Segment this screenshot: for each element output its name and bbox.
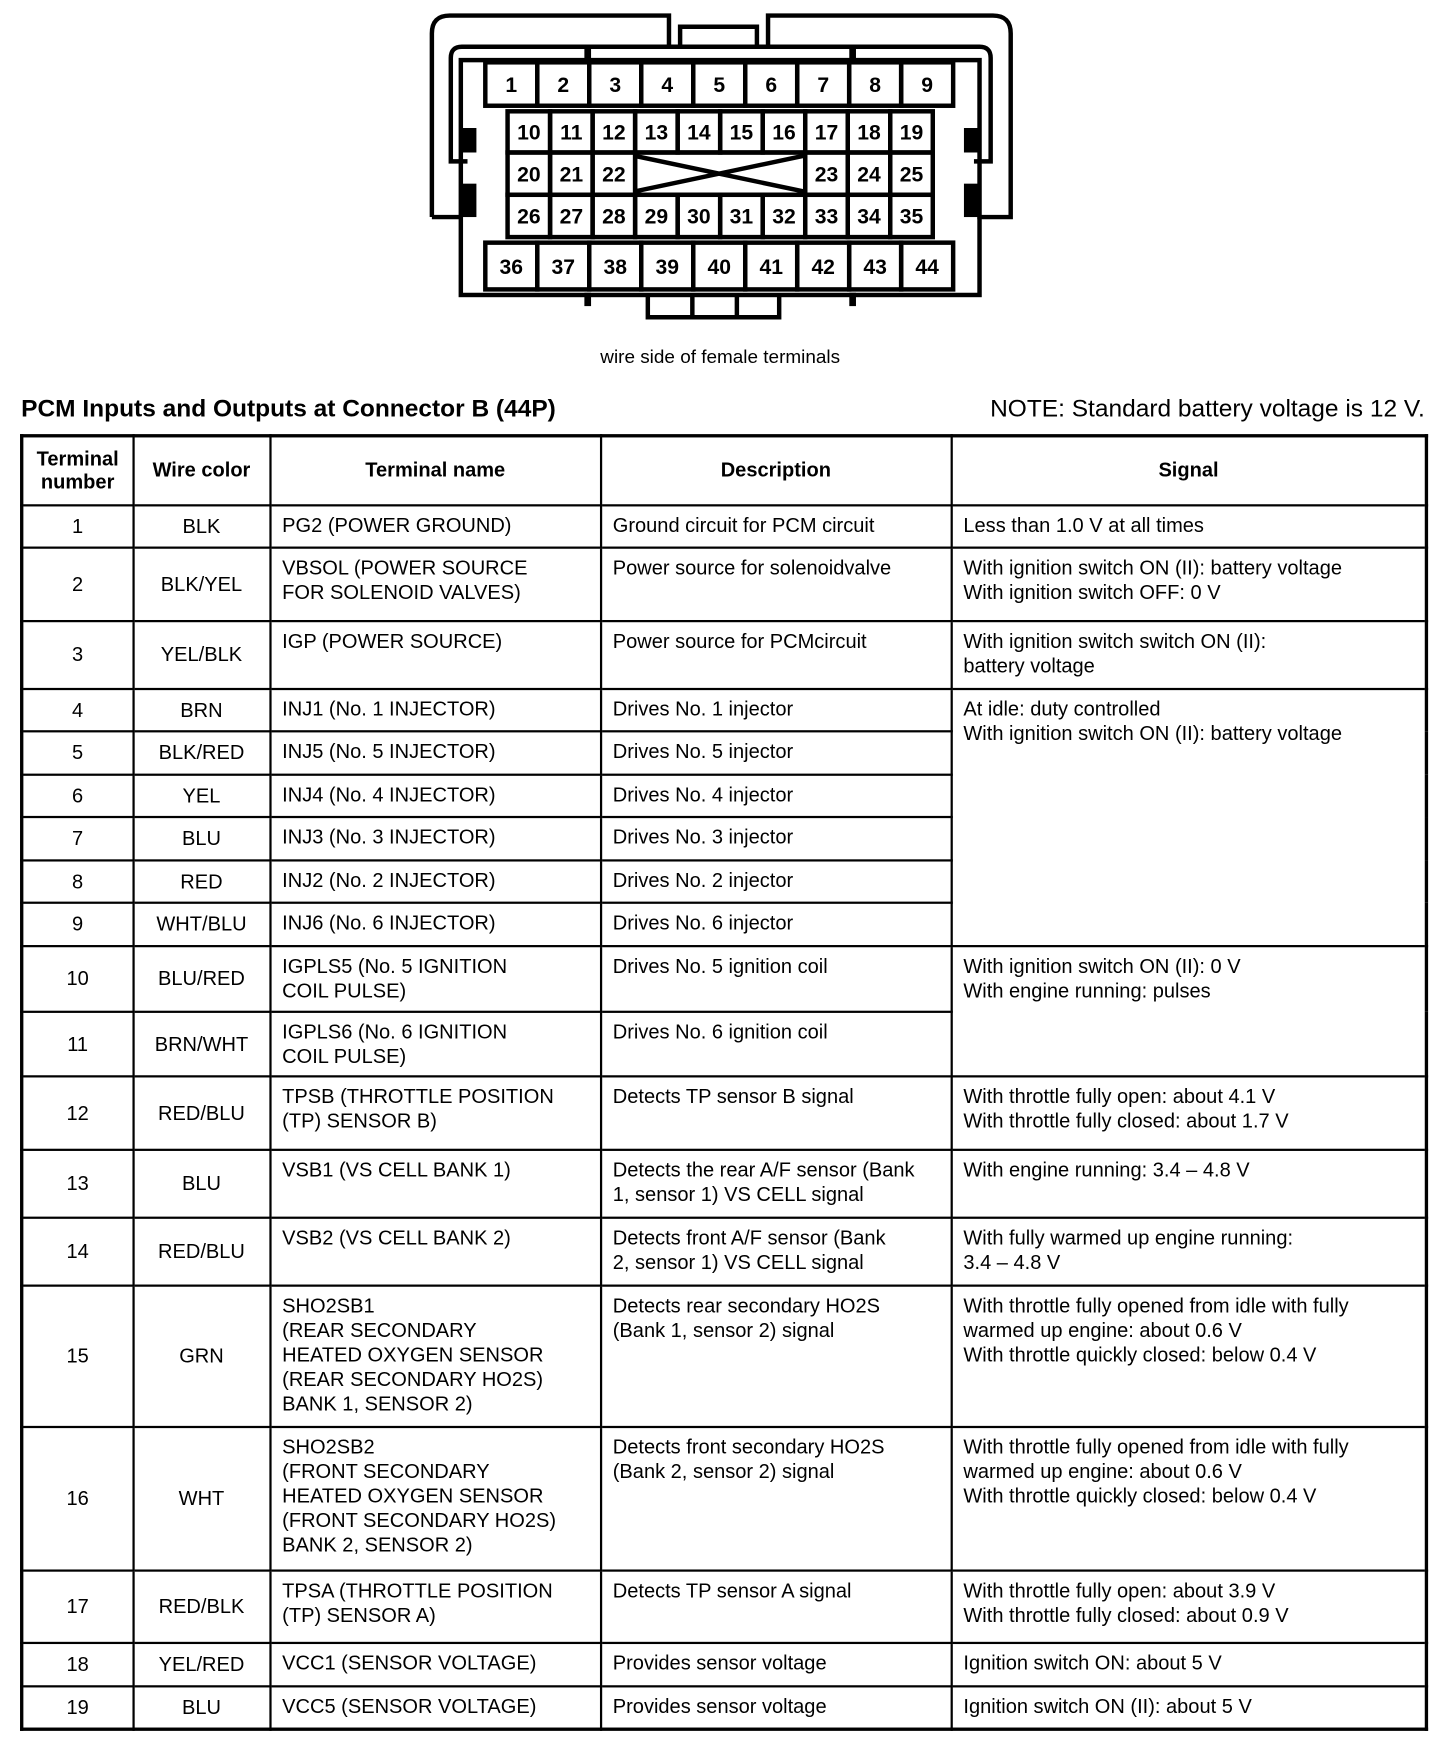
terminal-number-label: 5 — [713, 73, 726, 97]
terminal-number: 11 — [22, 1011, 133, 1076]
description: Drives No. 6 ignition coil — [601, 1011, 952, 1076]
description: Drives No. 5 ignition coil — [601, 946, 952, 1012]
connector-diagram — [0, 0, 1456, 334]
signal: With throttle fully opened from idle with fully warmed up engine: about 0.6 V With throttle quickly closed: below 0.4 V — [951, 1426, 1426, 1570]
terminal-number-label: 21 — [559, 163, 584, 187]
terminal-number: 5 — [22, 731, 133, 774]
signal: At idle: duty controlled With ignition switch ON (II): battery voltage — [951, 688, 1426, 945]
signal: With throttle fully open: about 4.1 V With throttle fully closed: about 1.7 V — [951, 1076, 1426, 1149]
wire-color: BLK/RED — [133, 731, 270, 774]
description: Drives No. 6 injector — [601, 903, 952, 946]
terminal-number-label: 22 — [602, 163, 626, 187]
description: Detects front secondary HO2S (Bank 2, sensor 2) signal — [601, 1426, 952, 1570]
description: Detects the rear A/F sensor (Bank 1, sensor 1) VS CELL signal — [601, 1149, 952, 1217]
page-title: PCM Inputs and Outputs at Connector B (44P) — [21, 394, 556, 422]
description: Drives No. 3 injector — [601, 817, 952, 860]
signal: With engine running: 3.4 – 4.8 V — [951, 1149, 1426, 1217]
terminal-name: TPSB (THROTTLE POSITION (TP) SENSOR B) — [270, 1076, 601, 1149]
terminal-number-label: 33 — [814, 205, 839, 229]
header-terminal-name: Terminal name — [270, 436, 601, 505]
wire-color: WHT/BLU — [133, 903, 270, 946]
terminal-number-label: 14 — [687, 121, 711, 145]
terminal-number-label: 18 — [857, 121, 881, 145]
terminal-number: 17 — [22, 1570, 133, 1642]
header-terminal-number: Terminal number — [22, 436, 133, 505]
terminal-number-label: 6 — [765, 73, 778, 97]
terminal-number-label: 39 — [655, 255, 679, 279]
connector-caption: wire side of female terminals — [600, 346, 841, 368]
description: Detects TP sensor B signal — [601, 1076, 952, 1149]
terminal-number-label: 32 — [772, 205, 796, 229]
terminal-number-label: 17 — [814, 121, 839, 145]
terminal-number-label: 11 — [560, 121, 583, 145]
terminal-name: VCC5 (SENSOR VOLTAGE) — [270, 1686, 601, 1729]
terminal-number-label: 19 — [899, 121, 924, 145]
header-signal: Signal — [951, 436, 1426, 505]
description: Drives No. 2 injector — [601, 860, 952, 903]
signal: With throttle fully opened from idle with fully warmed up engine: about 0.6 V With throttle quickly closed: below 0.4 V — [951, 1285, 1426, 1426]
terminal-name: SHO2SB1 (REAR SECONDARY HEATED OXYGEN SENSOR (REAR SECONDARY HO2S) BANK 1, SENSOR 2) — [270, 1285, 601, 1426]
terminal-name: VBSOL (POWER SOURCE FOR SOLENOID VALVES) — [270, 547, 601, 620]
terminal-number-label: 31 — [729, 205, 754, 229]
wire-color: YEL — [133, 774, 270, 817]
terminal-number: 9 — [22, 903, 133, 946]
table-row — [22, 688, 1427, 731]
terminal-number-label: 12 — [602, 121, 626, 145]
terminal-number: 1 — [22, 505, 133, 547]
wire-color: BRN — [133, 688, 270, 731]
description: Drives No. 4 injector — [601, 774, 952, 817]
terminal-number-label: 29 — [644, 205, 669, 229]
terminal-name: IGPLS5 (No. 5 IGNITION COIL PULSE) — [270, 946, 601, 1012]
table-row — [22, 547, 1427, 620]
terminal-name: INJ3 (No. 3 INJECTOR) — [270, 817, 601, 860]
terminal-number-label: 41 — [759, 255, 783, 279]
wire-color: RED/BLU — [133, 1076, 270, 1149]
wire-color: BLU — [133, 817, 270, 860]
terminal-number: 13 — [22, 1149, 133, 1217]
terminal-name: INJ6 (No. 6 INJECTOR) — [270, 903, 601, 946]
wire-color: WHT — [133, 1426, 270, 1570]
terminal-name: VSB2 (VS CELL BANK 2) — [270, 1217, 601, 1285]
terminal-number: 19 — [22, 1686, 133, 1729]
table-row — [22, 1570, 1427, 1642]
terminal-number-label: 38 — [603, 255, 628, 279]
signal: Ignition switch ON: about 5 V — [951, 1642, 1426, 1685]
wire-color: GRN — [133, 1285, 270, 1426]
terminal-name: INJ4 (No. 4 INJECTOR) — [270, 774, 601, 817]
terminal-number-label: 16 — [772, 121, 796, 145]
terminal-name: IGP (POWER SOURCE) — [270, 621, 601, 689]
terminal-number: 8 — [22, 860, 133, 903]
description: Detects front A/F sensor (Bank 2, sensor 1) VS CELL signal — [601, 1217, 952, 1285]
terminal-name: PG2 (POWER GROUND) — [270, 505, 601, 547]
terminal-number: 7 — [22, 817, 133, 860]
header-description: Description — [601, 436, 952, 505]
terminal-number: 6 — [22, 774, 133, 817]
terminal-number-label: 9 — [921, 73, 934, 97]
terminal-number-label: 1 — [505, 73, 518, 97]
terminal-number-label: 8 — [869, 73, 882, 97]
table-row — [22, 1076, 1427, 1149]
terminal-number: 14 — [22, 1217, 133, 1285]
terminal-number-label: 10 — [517, 121, 541, 145]
wire-color: RED/BLK — [133, 1570, 270, 1642]
wire-color: BRN/WHT — [133, 1011, 270, 1076]
terminal-number: 10 — [22, 946, 133, 1012]
terminal-name: VCC1 (SENSOR VOLTAGE) — [270, 1642, 601, 1685]
terminal-number-label: 13 — [644, 121, 669, 145]
terminal-number-label: 27 — [559, 205, 584, 229]
pinout-table — [20, 434, 1428, 1731]
terminal-number-label: 7 — [817, 73, 830, 97]
terminal-number-label: 3 — [609, 73, 622, 97]
signal: Ignition switch ON (II): about 5 V — [951, 1686, 1426, 1729]
terminal-number: 4 — [22, 688, 133, 731]
terminal-number: 2 — [22, 547, 133, 620]
signal: With fully warmed up engine running: 3.4 – 4.8 V — [951, 1217, 1426, 1285]
blank-cavity-x — [634, 156, 803, 192]
description: Power source for solenoidvalve — [601, 547, 952, 620]
table-row — [22, 1642, 1427, 1685]
wire-color: BLU — [133, 1149, 270, 1217]
terminal-number-label: 30 — [687, 205, 711, 229]
wire-color: RED — [133, 860, 270, 903]
description: Provides sensor voltage — [601, 1642, 952, 1685]
description: Detects rear secondary HO2S (Bank 1, sensor 2) signal — [601, 1285, 952, 1426]
terminal-number: 18 — [22, 1642, 133, 1685]
description: Ground circuit for PCM circuit — [601, 505, 952, 547]
wire-color: BLU/RED — [133, 946, 270, 1012]
terminal-number-label: 15 — [729, 121, 754, 145]
terminal-name: SHO2SB2 (FRONT SECONDARY HEATED OXYGEN SENSOR (FRONT SECONDARY HO2S) BANK 2, SENSOR 2) — [270, 1426, 601, 1570]
table-row — [22, 621, 1427, 689]
terminal-number: 3 — [22, 621, 133, 689]
terminal-number: 12 — [22, 1076, 133, 1149]
table-row — [22, 1426, 1427, 1570]
header-wire-color: Wire color — [133, 436, 270, 505]
terminal-number-label: 34 — [857, 205, 881, 229]
terminal-number-label: 24 — [857, 163, 881, 187]
terminal-number-label: 40 — [707, 255, 731, 279]
wire-color: BLK/YEL — [133, 547, 270, 620]
wire-color: RED/BLU — [133, 1217, 270, 1285]
terminal-number-label: 28 — [602, 205, 626, 229]
description: Provides sensor voltage — [601, 1686, 952, 1729]
terminal-name: INJ1 (No. 1 INJECTOR) — [270, 688, 601, 731]
signal: Less than 1.0 V at all times — [951, 505, 1426, 547]
terminal-number-label: 4 — [661, 73, 674, 97]
terminal-number: 15 — [22, 1285, 133, 1426]
terminal-number-label: 2 — [557, 73, 570, 97]
terminal-number-label: 36 — [499, 255, 524, 279]
signal: With ignition switch switch ON (II): battery voltage — [951, 621, 1426, 689]
description: Detects TP sensor A signal — [601, 1570, 952, 1642]
wire-color: YEL/RED — [133, 1642, 270, 1685]
table-row — [22, 1217, 1427, 1285]
table-row — [22, 1686, 1427, 1729]
terminal-name: IGPLS6 (No. 6 IGNITION COIL PULSE) — [270, 1011, 601, 1076]
terminal-number-label: 44 — [915, 255, 939, 279]
wire-color: YEL/BLK — [133, 621, 270, 689]
terminal-name: INJ2 (No. 2 INJECTOR) — [270, 860, 601, 903]
table-row — [22, 946, 1427, 1012]
voltage-note: NOTE: Standard battery voltage is 12 V. — [990, 394, 1425, 422]
wire-color: BLK — [133, 505, 270, 547]
terminal-number-label: 42 — [811, 255, 835, 279]
terminal-number-label: 23 — [814, 163, 839, 187]
terminal-name: INJ5 (No. 5 INJECTOR) — [270, 731, 601, 774]
wire-color: BLU — [133, 1686, 270, 1729]
terminal-name: VSB1 (VS CELL BANK 1) — [270, 1149, 601, 1217]
table-row — [22, 505, 1427, 547]
terminal-number-label: 26 — [517, 205, 541, 229]
signal: With ignition switch ON (II): battery voltage With ignition switch OFF: 0 V — [951, 547, 1426, 620]
table-row — [22, 1285, 1427, 1426]
signal: With throttle fully open: about 3.9 V With throttle fully closed: about 0.9 V — [951, 1570, 1426, 1642]
terminal-number-label: 43 — [863, 255, 887, 279]
table-row — [22, 1149, 1427, 1217]
terminal-number-label: 35 — [899, 205, 924, 229]
terminal-number-label: 25 — [899, 163, 924, 187]
terminal-name: TPSA (THROTTLE POSITION (TP) SENSOR A) — [270, 1570, 601, 1642]
signal: With ignition switch ON (II): 0 V With engine running: pulses — [951, 946, 1426, 1076]
table-header-row — [22, 436, 1427, 505]
terminal-number: 16 — [22, 1426, 133, 1570]
description: Power source for PCMcircuit — [601, 621, 952, 689]
description: Drives No. 1 injector — [601, 688, 952, 731]
terminal-number-label: 37 — [551, 255, 576, 279]
description: Drives No. 5 injector — [601, 731, 952, 774]
terminal-number-label: 20 — [517, 163, 541, 187]
